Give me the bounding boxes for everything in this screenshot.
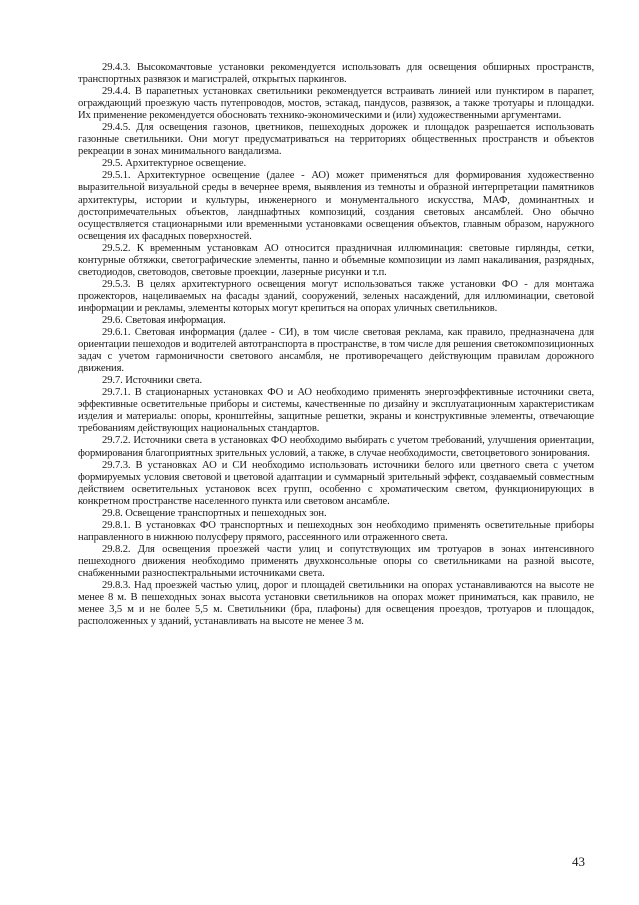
section-heading-29-8: 29.8. Освещение транспортных и пешеходных зон.: [102, 507, 327, 519]
section-heading-29-7: 29.7. Источники света.: [102, 375, 203, 387]
paragraph-29-4-3: 29.4.3. Высокомачтовые установки рекомендуется использовать для освещения обширных пространств, транспортных развязок и магистралей, открытых паркингов.: [78, 62, 594, 86]
paragraph-29-4-4: 29.4.4. В парапетных установках светильники рекомендуется встраивать линией или пунктиром в парапет, ограждающий проезжую часть путепроводов, мостов, эстакад, пандусов, развязок, а также тротуары и площадки. Их применение рекомендуется обосновать технико-экономическими и (или) художественными аргументами.: [78, 86, 594, 122]
paragraph-29-5-3: 29.5.3. В целях архитектурного освещения могут использоваться также установки ФО - для монтажа прожекторов, нацеливаемых на фасады зданий, сооружений, зеленых насаждений, для иллюминации, световой информации и рекламы, элементы которых могут крепиться на опорах уличных светильников.: [78, 278, 594, 314]
paragraph-29-5-2: 29.5.2. К временным установкам АО относится праздничная иллюминация: световые гирлянды, сетки, контурные обтяжки, светографические элементы, панно и объемные композиции из ламп накаливания, разрядных, светодиодов, световодов, световые проекции, лазерные рисунки и т.п.: [78, 242, 594, 278]
paragraph-29-8-1: 29.8.1. В установках ФО транспортных и пешеходных зон необходимо применять осветительные приборы направленного в нижнюю полусферу прямого, рассеянного или отраженного света.: [78, 519, 594, 543]
section-heading-29-5: 29.5. Архитектурное освещение.: [102, 158, 247, 170]
paragraph-29-5-1: 29.5.1. Архитектурное освещение (далее - АО) может применяться для формирования художественно выразительной визуальной среды в вечернее время, выявления из темноты и образной интерпретации памятников архитектуры, истории и культуры, инженерного и монументального искусства, МАФ, доминантных и достопримечательных объектов, ландшафтных композиций, создания световых ансамблей. Оно обычно осуществляется стационарными или временными установками освещения объектов, главным образом, наружного освещения их фасадных поверхностей.: [78, 170, 594, 242]
paragraph-29-7-3: 29.7.3. В установках АО и СИ необходимо использовать источники белого или цветного света с учетом формируемых условия световой и цветовой адаптации и суммарный зрительный эффект, создаваемый совместным действием осветительных установок всех групп, особенно с хроматическим светом, функционирующих в конкретном пространстве населенного пункта или световом ансамбле.: [78, 459, 594, 507]
paragraph-29-8-3: 29.8.3. Над проезжей частью улиц, дорог и площадей светильники на опорах устанавливаются на высоте не менее 8 м. В пешеходных зонах высота установки светильников на опорах может приниматься, как правило, не менее 3,5 м и не более 5,5 м. Светильники (бра, плафоны) для освещения проездов, тротуаров и площадок, расположенных у зданий, устанавливать на высоте не менее 3 м.: [78, 580, 594, 628]
paragraph-29-7-2: 29.7.2. Источники света в установках ФО необходимо выбирать с учетом требований, улучшения ориентации, формирования благоприятных зрительных условий, а также, в случае необходимости, светоцветового зонирования.: [78, 435, 594, 459]
page-number: 43: [572, 854, 585, 869]
section-heading-29-6: 29.6. Световая информация.: [102, 314, 226, 326]
paragraph-29-6-1: 29.6.1. Световая информация (далее - СИ), в том числе световая реклама, как правило, предназначена для ориентации пешеходов и водителей автотранспорта в пространстве, в том числе для решения светокомпозиционных задач с учетом гармоничности светового ансамбля, не противоречащего действующим правилам дорожного движения.: [78, 327, 594, 375]
paragraph-29-4-5: 29.4.5. Для освещения газонов, цветников, пешеходных дорожек и площадок разрешается использовать газонные светильники. Они могут предусматриваться на территориях общественных пространств и объектов рекреации в зонах минимального вандализма.: [78, 122, 594, 158]
paragraph-29-7-1: 29.7.1. В стационарных установках ФО и АО необходимо применять энергоэффективные источники света, эффективные осветительные приборы и системы, качественные по дизайну и эксплуатационным характеристикам изделия и материалы: опоры, кронштейны, защитные решетки, экраны и конструктивные элементы, отвечающие требованиям действующих национальных стандартов.: [78, 387, 594, 435]
document-body: [78, 62, 594, 628]
paragraph-29-8-2: 29.8.2. Для освещения проезжей части улиц и сопутствующих им тротуаров в зонах интенсивного пешеходного движения необходимо применять двухконсольные опоры со светильниками на разной высоте, снабженными разноспектральными источниками света.: [78, 543, 594, 579]
